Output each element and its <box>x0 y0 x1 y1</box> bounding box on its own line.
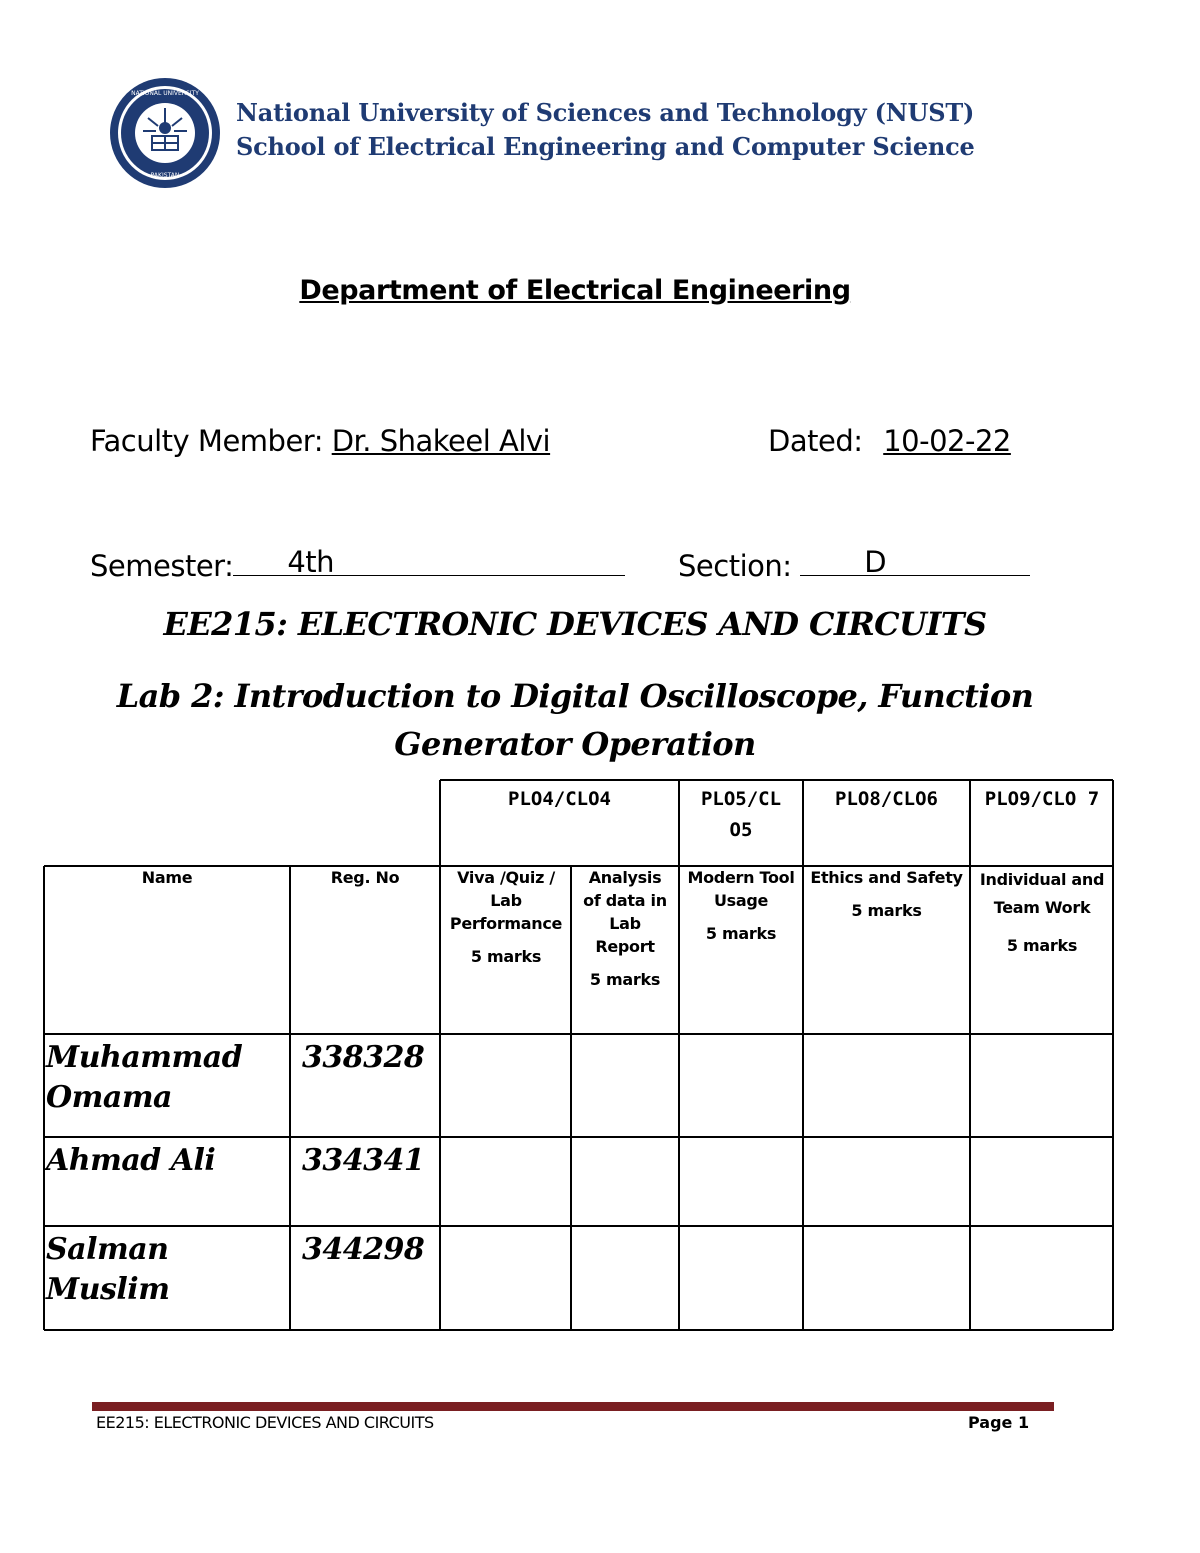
faculty-label: Faculty Member: <box>90 424 323 458</box>
lab-title: Lab 2: Introduction to Digital Oscilloscope, Function Generator Operation <box>116 677 1034 763</box>
viva-label: Viva /Quiz / Lab Performance <box>449 868 563 933</box>
department-title: Department of Electrical Engineering <box>299 275 851 306</box>
footer-divider <box>92 1402 1054 1411</box>
viva-column-header <box>444 866 568 968</box>
team-marks: 5 marks <box>1006 936 1078 955</box>
section-blank <box>800 545 1030 579</box>
university-name: National University of Sciences and Technology (NUST) <box>236 98 975 127</box>
plo8-header: PLO8/CLO6 <box>835 788 938 810</box>
section-field <box>678 546 1030 583</box>
footer-page-number: Page 1 <box>968 1413 1030 1432</box>
viva-marks: 5 marks <box>470 947 542 966</box>
modern-column-header <box>682 866 800 945</box>
plo9-header: PLO9/CLO 7 <box>984 788 1100 810</box>
table-row-0-reg: 338328 <box>302 1040 425 1075</box>
table-row-2-reg: 344298 <box>302 1232 425 1267</box>
school-name: School of Electrical Engineering and Computer Science <box>236 132 975 161</box>
section-value: D <box>864 545 887 579</box>
team-label: Individual and Team Work <box>979 870 1105 917</box>
university-header <box>236 96 975 164</box>
nust-seal-icon <box>108 76 222 190</box>
analysis-label: Analysis of data in Lab Report <box>583 868 667 956</box>
table-row-1-reg: 334341 <box>302 1143 425 1178</box>
analysis-column-header <box>578 866 672 991</box>
ethics-label: Ethics and Safety <box>810 868 963 887</box>
analysis-marks: 5 marks <box>589 970 661 989</box>
modern-label: Modern Tool Usage <box>687 868 795 910</box>
reg-column-header: Reg. No <box>330 868 400 887</box>
section-label: Section: <box>678 549 792 583</box>
dated-label: Dated: <box>768 424 863 458</box>
ethics-column-header <box>803 866 970 922</box>
semester-label: Semester: <box>90 549 234 583</box>
footer-course: EE215: ELECTRONIC DEVICES AND CIRCUITS <box>96 1413 434 1432</box>
table-row-2-name: Salman Muslim <box>46 1232 170 1307</box>
svg-text:NATIONAL UNIVERSITY: NATIONAL UNIVERSITY <box>131 90 199 97</box>
ethics-marks: 5 marks <box>851 901 922 920</box>
name-column-header: Name <box>141 868 193 887</box>
modern-marks: 5 marks <box>705 924 777 943</box>
dated-value: 10-02-22 <box>883 424 1011 458</box>
faculty-field <box>90 424 550 458</box>
faculty-value: Dr. Shakeel Alvi <box>331 424 551 458</box>
plo5-header: PLO5/CL O5 <box>700 788 782 841</box>
plo4-header: PLO4/CLO4 <box>508 788 611 810</box>
team-column-header <box>976 866 1108 960</box>
semester-blank <box>233 545 625 579</box>
semester-value: 4th <box>287 545 335 579</box>
semester-field <box>90 546 625 583</box>
svg-text:PAKISTAN: PAKISTAN <box>150 172 180 179</box>
dated-field <box>768 424 1011 458</box>
table-row-1-name: Ahmad Ali <box>46 1143 216 1178</box>
table-row-0-name: Muhammad Omama <box>46 1040 243 1115</box>
course-title: EE215: ELECTRONIC DEVICES AND CIRCUITS <box>163 605 987 643</box>
